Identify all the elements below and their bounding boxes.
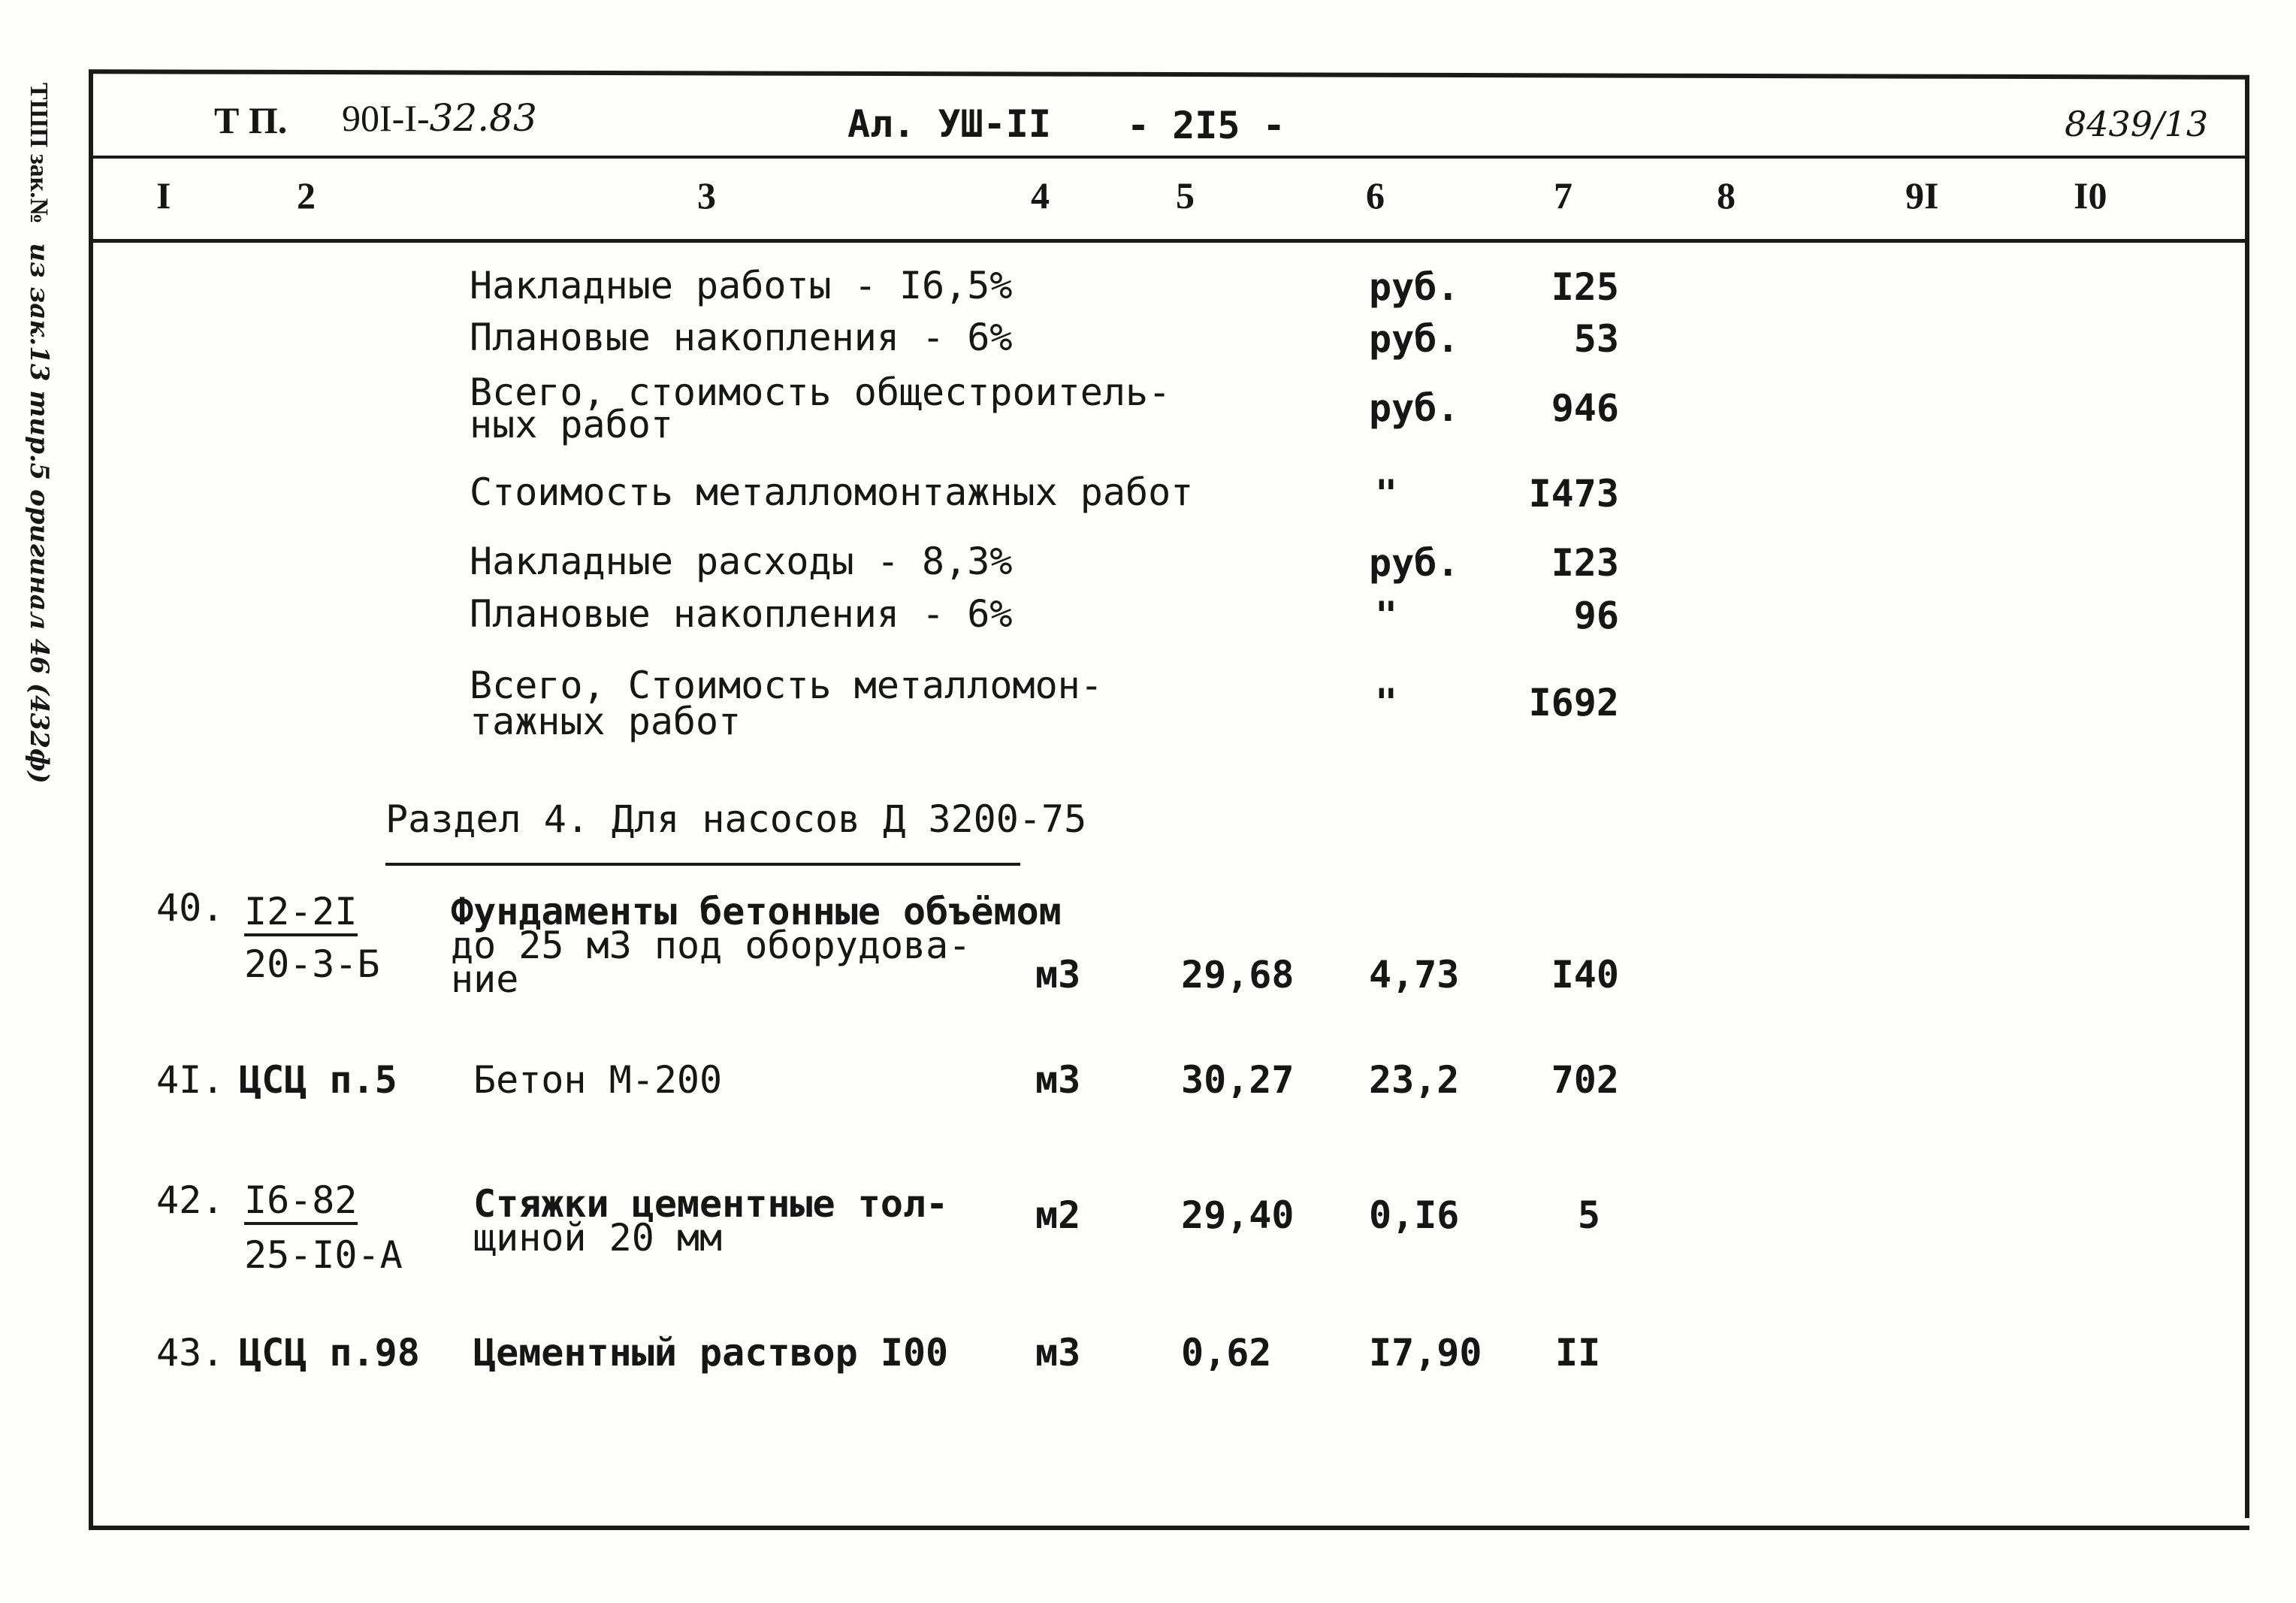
item-number: 40. bbox=[156, 886, 225, 930]
summary-name: Плановые накопления - 6% bbox=[470, 592, 1013, 636]
col-5: 5 bbox=[1176, 174, 1195, 216]
summary-name-cont: тажных работ bbox=[470, 700, 742, 743]
header-divider bbox=[93, 156, 2245, 159]
item-unit-price: 4,73 bbox=[1369, 953, 1460, 997]
item-unit: м3 bbox=[1035, 953, 1081, 997]
item-total: II bbox=[1555, 1331, 1601, 1375]
summary-unit: руб. bbox=[1369, 317, 1460, 361]
frame-left bbox=[89, 72, 93, 1530]
project-prefix: Т П. bbox=[214, 99, 288, 141]
item-quantity: 0,62 bbox=[1181, 1331, 1272, 1375]
section-title: Раздел 4. Для насосов Д 3200-75 bbox=[385, 797, 1087, 841]
summary-total: I473 bbox=[1528, 472, 1619, 516]
item-code-top: I6-82 bbox=[244, 1181, 358, 1225]
item-quantity: 29,40 bbox=[1181, 1193, 1295, 1237]
item-code-bottom: 20-3-Б bbox=[244, 942, 380, 986]
frame-top bbox=[89, 69, 2249, 80]
section-title-underline bbox=[385, 863, 1020, 866]
summary-unit: " bbox=[1375, 594, 1398, 637]
item-unit-price: 23,2 bbox=[1369, 1058, 1460, 1102]
col-8: 8 bbox=[1717, 174, 1736, 216]
summary-unit: руб. bbox=[1369, 541, 1460, 585]
summary-unit: " bbox=[1375, 681, 1398, 724]
summary-total: 53 bbox=[1573, 317, 1619, 361]
item-name-line: щиной 20 мм bbox=[473, 1216, 723, 1260]
item-unit-price: 0,I6 bbox=[1369, 1193, 1460, 1237]
album-label: Ал. УШ-II bbox=[847, 102, 1051, 146]
frame-right bbox=[2245, 75, 2249, 1518]
col-10: I0 bbox=[2074, 174, 2107, 216]
document-number: 8439/13 bbox=[2065, 104, 2209, 144]
item-code-top: ЦСЦ п.5 bbox=[239, 1058, 397, 1102]
summary-name-cont: ных работ bbox=[470, 403, 673, 446]
item-total: 702 bbox=[1551, 1058, 1619, 1102]
item-code-top: I2-2I bbox=[244, 893, 358, 936]
item-code-bottom: 25-I0-А bbox=[244, 1233, 403, 1277]
page-number: - 2I5 - bbox=[1127, 104, 1285, 147]
summary-total: I23 bbox=[1551, 541, 1619, 585]
summary-name: Всего, Стоимость металломон- bbox=[470, 664, 1103, 707]
item-unit: м3 bbox=[1035, 1058, 1081, 1102]
item-total: I40 bbox=[1551, 953, 1619, 997]
summary-total: 946 bbox=[1551, 386, 1619, 430]
summary-total: 96 bbox=[1573, 594, 1619, 637]
summary-unit: руб. bbox=[1369, 386, 1460, 430]
item-name-line: до 25 м3 под оборудова- bbox=[451, 924, 971, 967]
summary-unit: " bbox=[1375, 472, 1398, 516]
item-name-line: ние bbox=[451, 957, 519, 1001]
col-2: 2 bbox=[297, 174, 316, 216]
col-6: 6 bbox=[1366, 174, 1385, 216]
item-quantity: 30,27 bbox=[1181, 1058, 1295, 1102]
columns-divider bbox=[93, 239, 2245, 243]
item-unit: м2 bbox=[1035, 1193, 1081, 1237]
frame-bottom bbox=[93, 1526, 2249, 1530]
col-9: 9I bbox=[1905, 174, 1939, 216]
item-number: 43. bbox=[156, 1331, 225, 1375]
item-total: 5 bbox=[1577, 1193, 1600, 1237]
project-code-printed: 90I-I- bbox=[342, 97, 430, 139]
project-code-handwritten: 32.83 bbox=[429, 96, 537, 140]
summary-unit: руб. bbox=[1369, 265, 1460, 309]
item-name-line: Фундаменты бетонные объёмом bbox=[451, 890, 1062, 933]
col-1: I bbox=[156, 174, 171, 216]
summary-name: Всего, стоимость общестроитель- bbox=[470, 371, 1171, 414]
summary-total: I25 bbox=[1551, 265, 1619, 309]
summary-name: Стоимость металломонтажных работ bbox=[470, 470, 1194, 514]
summary-name: Накладные работы - I6,5% bbox=[470, 264, 1013, 307]
item-number: 4I. bbox=[156, 1058, 225, 1102]
item-unit: м3 bbox=[1035, 1331, 1081, 1375]
item-name-line: Стяжки цементные тол- bbox=[473, 1182, 949, 1226]
project-code bbox=[342, 96, 537, 140]
item-name-line: Цементный раствор I00 bbox=[473, 1331, 949, 1375]
side-margin-note bbox=[24, 83, 54, 784]
side-handwritten-note: из зак.13 тир.5 оригинал 46 (432ф) bbox=[24, 243, 54, 784]
col-7: 7 bbox=[1554, 174, 1572, 216]
item-quantity: 29,68 bbox=[1181, 953, 1295, 997]
summary-name: Накладные расходы - 8,3% bbox=[470, 540, 1013, 583]
item-number: 42. bbox=[156, 1178, 225, 1222]
summary-total: I692 bbox=[1528, 681, 1619, 724]
side-codes: ТШП зак.№ bbox=[25, 83, 53, 224]
col-3: 3 bbox=[697, 174, 716, 216]
item-code-top: ЦСЦ п.98 bbox=[239, 1331, 420, 1375]
summary-name: Плановые накопления - 6% bbox=[470, 316, 1013, 359]
item-unit-price: I7,90 bbox=[1369, 1331, 1482, 1375]
item-name-line: Бетон М-200 bbox=[473, 1058, 723, 1102]
col-4: 4 bbox=[1031, 174, 1050, 216]
